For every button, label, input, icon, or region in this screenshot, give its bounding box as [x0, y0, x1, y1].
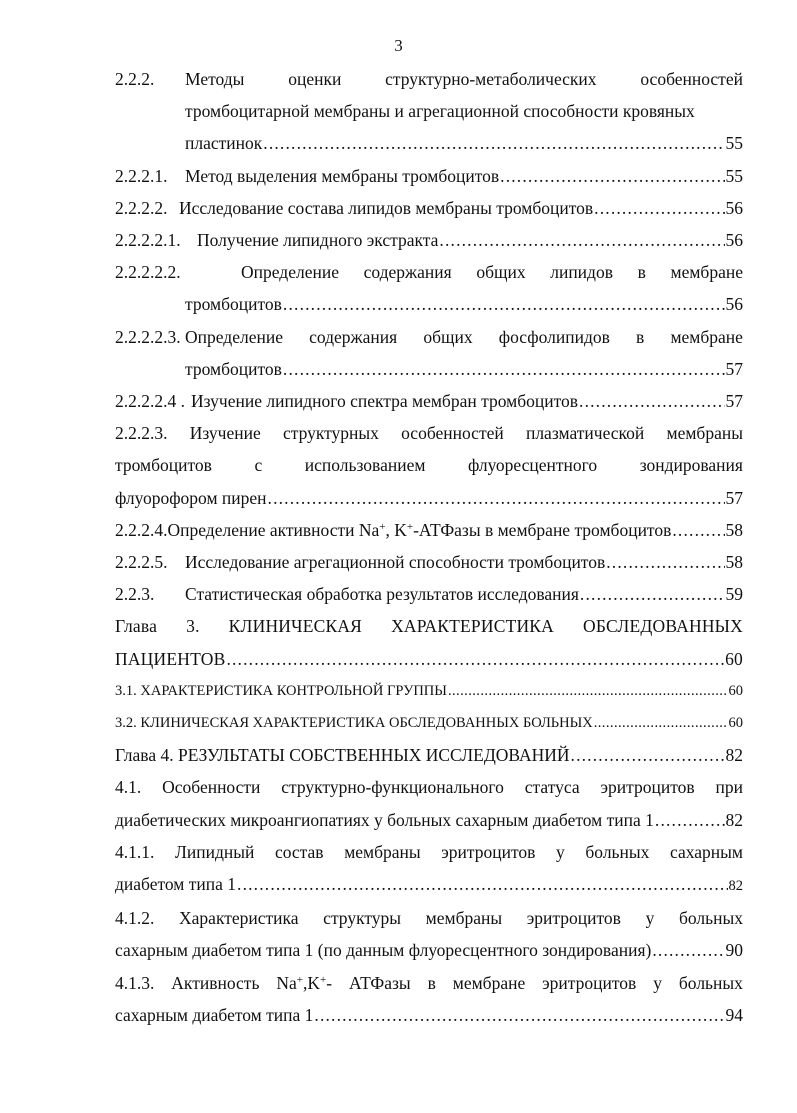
- toc-entry-2-2-2-3[interactable]: [115, 417, 743, 514]
- entry-number: 2.2.2.2.2.: [115, 262, 181, 283]
- toc-entry-4-1[interactable]: [115, 771, 743, 835]
- entry-title: Изучение липидного спектра мембран тромбоцитов: [191, 391, 579, 412]
- page-ref: 60: [728, 715, 743, 732]
- entry-title-line: диабетических микроангиопатиях у больных сахарным диабетом типа 1 . . . 82: [115, 804, 743, 836]
- page-ref: 82: [725, 809, 743, 830]
- dot-leader: [283, 353, 725, 385]
- toc-entry-4-1-2[interactable]: [115, 902, 743, 966]
- toc-entry-2-2-2[interactable]: [115, 63, 743, 160]
- dot-leader: [594, 192, 724, 224]
- entry-title-line: Определение содержания общих липидов в мембране: [241, 262, 743, 283]
- page-ref: 60: [725, 648, 743, 669]
- entry-title-line: тромбоцитов . . . 56: [185, 288, 743, 320]
- dot-leader: [652, 934, 724, 966]
- entry-title: Определение активности Na+, K+-АТФазы в мембране тромбоцитов: [167, 519, 672, 540]
- toc-entry-2-2-2-2-4[interactable]: [115, 385, 743, 417]
- entry-title-line: сахарным диабетом типа 1 (по данным флуоресцентного зондирования) . . . 90: [115, 934, 743, 966]
- dot-leader: [655, 804, 725, 836]
- entry-title: 3.1. ХАРАКТЕРИСТИКА КОНТРОЛЬНОЙ ГРУППЫ: [115, 682, 447, 699]
- page-ref: 82: [728, 878, 743, 895]
- entry-title-line: флуорофором пирен . . . 57: [115, 482, 743, 514]
- toc-entry-2-2-2-2[interactable]: [115, 192, 743, 224]
- entry-number: 2.2.2.: [115, 69, 155, 89]
- entry-title-line: 2.2.2.3. Изучение структурных особенностей плазматической мембраны: [115, 423, 743, 444]
- page-ref: 59: [725, 584, 743, 605]
- entry-title-line: 4.1.3. Активность Na+,K+- АТФазы в мембране эритроцитов у больных: [115, 972, 743, 993]
- dot-leader: [314, 999, 724, 1031]
- entry-title: 3.2. КЛИНИЧЕСКАЯ ХАРАКТЕРИСТИКА ОБСЛЕДОВАННЫХ БОЛЬНЫХ: [115, 715, 593, 732]
- dot-leader: [672, 514, 724, 546]
- toc-entry-2-2-2-2-2[interactable]: [115, 256, 743, 320]
- entry-title-line: 4.1.1. Липидный состав мембраны эритроцитов у больных сахарным: [115, 841, 743, 862]
- entry-number: 2.2.3.: [115, 584, 155, 605]
- toc-entry-2-2-2-2-3[interactable]: [115, 321, 743, 385]
- dot-leader: [594, 707, 728, 739]
- page-ref: 58: [725, 519, 743, 540]
- entry-title-line: пластинок . . . 55: [185, 127, 743, 159]
- page-ref: 56: [725, 230, 743, 251]
- page-ref: 57: [725, 487, 743, 508]
- dot-leader: [439, 224, 724, 256]
- entry-title-line: тромбоцитов . . . 57: [185, 353, 743, 385]
- dot-leader: [268, 482, 725, 514]
- toc-entry-3-1[interactable]: [115, 675, 743, 707]
- entry-title: Метод выделения мембраны тромбоцитов: [185, 165, 500, 186]
- toc-entry-2-2-2-2-1[interactable]: [115, 224, 743, 256]
- table-of-contents: [115, 63, 743, 1031]
- entry-title-line: 4.1.2. Характеристика структуры мембраны эритроцитов у больных: [115, 908, 743, 929]
- page-ref: 56: [725, 197, 743, 218]
- dot-leader: [263, 127, 724, 159]
- entry-title: Статистическая обработка результатов исследования: [185, 584, 579, 605]
- entry-number: 2.2.2.1.: [115, 165, 168, 186]
- entry-title-line: Методы оценки структурно-метаболических особенностей: [185, 69, 743, 89]
- page-ref: 94: [725, 1004, 743, 1025]
- page-ref: 60: [728, 682, 743, 699]
- dot-leader: [606, 546, 724, 578]
- dot-leader: [283, 288, 725, 320]
- dot-leader: [226, 643, 724, 675]
- dot-leader: [500, 160, 724, 192]
- toc-entry-4-1-3[interactable]: [115, 967, 743, 1031]
- dot-leader: [579, 385, 724, 417]
- entry-number: 2.2.2.2.: [115, 197, 168, 218]
- dot-leader: [237, 868, 727, 900]
- dot-leader: [580, 578, 725, 610]
- entry-title-line: Определение содержания общих фосфолипидов в мембране: [185, 326, 743, 347]
- page-ref: 82: [725, 745, 743, 766]
- entry-title-line: 4.1. Особенности структурно-функционального статуса эритроцитов при: [115, 777, 743, 798]
- entry-number: 2.2.2.2.3.: [115, 326, 181, 347]
- entry-title: Исследование агрегационной способности тромбоцитов: [185, 552, 606, 573]
- entry-title: Получение липидного экстракта: [197, 230, 439, 251]
- entry-number: 2.2.2.2.1.: [115, 230, 181, 251]
- page-ref: 90: [725, 940, 743, 961]
- entry-number: 2.2.2.2.4 .: [115, 391, 185, 412]
- toc-entry-2-2-2-4[interactable]: [115, 514, 743, 546]
- toc-entry-4-1-1[interactable]: [115, 836, 743, 902]
- toc-entry-3-2[interactable]: [115, 707, 743, 739]
- dot-leader: [448, 675, 728, 707]
- entry-title-line: Глава 3. КЛИНИЧЕСКАЯ ХАРАКТЕРИСТИКА ОБСЛЕДОВАННЫХ: [115, 616, 743, 637]
- toc-entry-2-2-2-1[interactable]: [115, 160, 743, 192]
- entry-title-line: тромбоцитов с использованием флуоресцентного зондирования: [115, 455, 743, 476]
- toc-entry-chapter-4[interactable]: [115, 739, 743, 771]
- entry-title-line: тромбоцитарной мембраны и агрегационной способности кровяных: [185, 101, 695, 122]
- dot-leader: [571, 739, 725, 771]
- toc-entry-chapter-3[interactable]: [115, 610, 743, 674]
- page-ref: 57: [725, 391, 743, 412]
- page-ref: 56: [725, 294, 743, 315]
- toc-entry-2-2-2-5[interactable]: [115, 546, 743, 578]
- page-ref: 58: [725, 552, 743, 573]
- page-number: 3: [394, 36, 403, 55]
- entry-title: Глава 4. РЕЗУЛЬТАТЫ СОБСТВЕННЫХ ИССЛЕДОВАНИЙ: [115, 745, 570, 766]
- page-ref: 57: [725, 358, 743, 379]
- entry-title-line: ПАЦИЕНТОВ . . . 60: [115, 643, 743, 675]
- page-ref: 55: [725, 165, 743, 186]
- entry-number: 2.2.2.5.: [115, 552, 168, 573]
- entry-title-line: сахарным диабетом типа 1 . . . 94: [115, 999, 743, 1031]
- entry-title-line: диабетом типа 1 . . . 82: [115, 868, 743, 902]
- entry-title: Исследование состава липидов мембраны тромбоцитов: [179, 197, 594, 218]
- toc-entry-2-2-3[interactable]: [115, 578, 743, 610]
- page-ref: 55: [725, 133, 743, 154]
- entry-number: 2.2.2.4.: [115, 519, 168, 540]
